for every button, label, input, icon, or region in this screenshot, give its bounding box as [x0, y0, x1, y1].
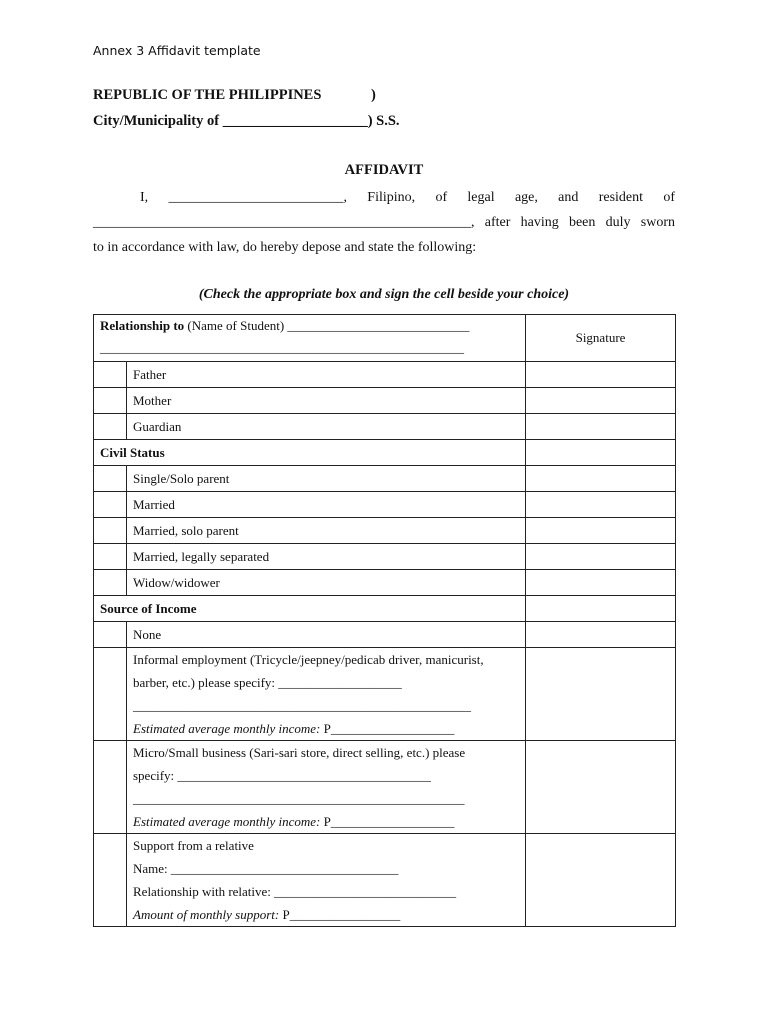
intro-paragraph	[93, 185, 675, 260]
informal-specify-line-2[interactable]: ____________________________________________________	[133, 698, 471, 713]
relative-support-cell	[127, 834, 526, 927]
signature-cell-married-solo[interactable]	[526, 518, 676, 544]
informal-specify-field[interactable]: barber, etc.) please specify: ___________________	[133, 675, 402, 690]
option-row-business	[94, 741, 676, 834]
checkbox-informal[interactable]	[94, 648, 127, 741]
checkbox-guardian[interactable]	[94, 414, 127, 440]
signature-header: Signature	[526, 315, 676, 362]
informal-income-line	[133, 717, 519, 740]
option-row-married	[94, 492, 676, 518]
instruction-text: (Check the appropriate box and sign the cell beside your choice)	[198, 287, 570, 302]
annex-label: Annex 3 Affidavit template	[93, 43, 261, 58]
income-signature-cell	[526, 596, 676, 622]
option-row-single	[94, 466, 676, 492]
relative-name-field[interactable]: Name: ___________________________________	[133, 861, 399, 876]
business-income-line	[133, 810, 519, 833]
relationship-label: Relationship to	[100, 318, 185, 333]
relationship-header-cell	[94, 315, 526, 362]
civil-status-signature-cell	[526, 440, 676, 466]
signature-cell-relative[interactable]	[526, 834, 676, 927]
relationship-header-row	[94, 315, 676, 362]
signature-cell-single[interactable]	[526, 466, 676, 492]
option-row-widow	[94, 570, 676, 596]
relative-line-1: Support from a relative	[133, 838, 254, 853]
business-line-1: Micro/Small business (Sari-sari store, direct selling, etc.) please	[133, 745, 466, 760]
option-row-relative	[94, 834, 676, 927]
business-specify-line-2[interactable]: ___________________________________________________	[133, 791, 465, 806]
signature-cell-business[interactable]	[526, 741, 676, 834]
option-row-mother	[94, 388, 676, 414]
signature-cell-widow[interactable]	[526, 570, 676, 596]
intro-line-3: to in accordance with law, do hereby depose and state the following:	[93, 240, 477, 255]
business-income-label: Estimated average monthly income:	[133, 814, 321, 829]
student-name-field[interactable]: (Name of Student) ____________________________	[184, 318, 470, 333]
option-label-widow: Widow/widower	[127, 570, 526, 596]
republic-paren: )	[371, 87, 376, 103]
option-row-separated	[94, 544, 676, 570]
signature-cell-mother[interactable]	[526, 388, 676, 414]
checkbox-father[interactable]	[94, 362, 127, 388]
business-cell	[127, 741, 526, 834]
relative-amount-line	[133, 903, 519, 926]
option-label-none: None	[127, 622, 526, 648]
option-label-guardian: Guardian	[127, 414, 526, 440]
option-row-none	[94, 622, 676, 648]
affidavit-table	[93, 314, 676, 927]
checkbox-relative[interactable]	[94, 834, 127, 927]
business-specify-field[interactable]: specify: _______________________________________	[133, 768, 431, 783]
option-label-mother: Mother	[127, 388, 526, 414]
civil-status-header-row	[94, 440, 676, 466]
signature-cell-informal[interactable]	[526, 648, 676, 741]
checkbox-married-solo[interactable]	[94, 518, 127, 544]
signature-cell-none[interactable]	[526, 622, 676, 648]
document-title: AFFIDAVIT	[344, 162, 424, 178]
checkbox-separated[interactable]	[94, 544, 127, 570]
signature-cell-guardian[interactable]	[526, 414, 676, 440]
informal-income-field[interactable]: P___________________	[320, 721, 455, 736]
relative-amount-label: Amount of monthly support:	[133, 907, 280, 922]
checkbox-widow[interactable]	[94, 570, 127, 596]
option-row-married-solo	[94, 518, 676, 544]
intro-line-1: I, _________________________, Filipino, of legal age, and resident of	[140, 190, 675, 205]
intro-line-2: ______________________________________________________, after having been duly sworn	[93, 215, 675, 230]
republic-heading	[93, 87, 376, 104]
option-label-father: Father	[127, 362, 526, 388]
student-name-line-2[interactable]: ________________________________________________________	[100, 340, 464, 355]
checkbox-married[interactable]	[94, 492, 127, 518]
informal-line-1: Informal employment (Tricycle/jeepney/pedicab driver, manicurist,	[133, 652, 484, 667]
checkbox-single[interactable]	[94, 466, 127, 492]
relative-relationship-field[interactable]: Relationship with relative: ____________________________	[133, 884, 457, 899]
signature-cell-father[interactable]	[526, 362, 676, 388]
option-label-separated: Married, legally separated	[127, 544, 526, 570]
informal-employment-cell	[127, 648, 526, 741]
business-income-field[interactable]: P___________________	[320, 814, 455, 829]
option-row-guardian	[94, 414, 676, 440]
signature-cell-separated[interactable]	[526, 544, 676, 570]
signature-cell-married[interactable]	[526, 492, 676, 518]
option-row-father	[94, 362, 676, 388]
option-label-married-solo: Married, solo parent	[127, 518, 526, 544]
checkbox-mother[interactable]	[94, 388, 127, 414]
informal-income-label: Estimated average monthly income:	[133, 721, 321, 736]
civil-status-label: Civil Status	[94, 440, 526, 466]
income-label: Source of Income	[94, 596, 526, 622]
income-header-row	[94, 596, 676, 622]
relative-amount-field[interactable]: P_________________	[279, 907, 401, 922]
republic-text: REPUBLIC OF THE PHILIPPINES	[93, 87, 322, 103]
checkbox-business[interactable]	[94, 741, 127, 834]
checkbox-none[interactable]	[94, 622, 127, 648]
option-row-informal	[94, 648, 676, 741]
option-label-single: Single/Solo parent	[127, 466, 526, 492]
option-label-married: Married	[127, 492, 526, 518]
city-heading: City/Municipality of ____________________) S.S.	[93, 113, 400, 129]
